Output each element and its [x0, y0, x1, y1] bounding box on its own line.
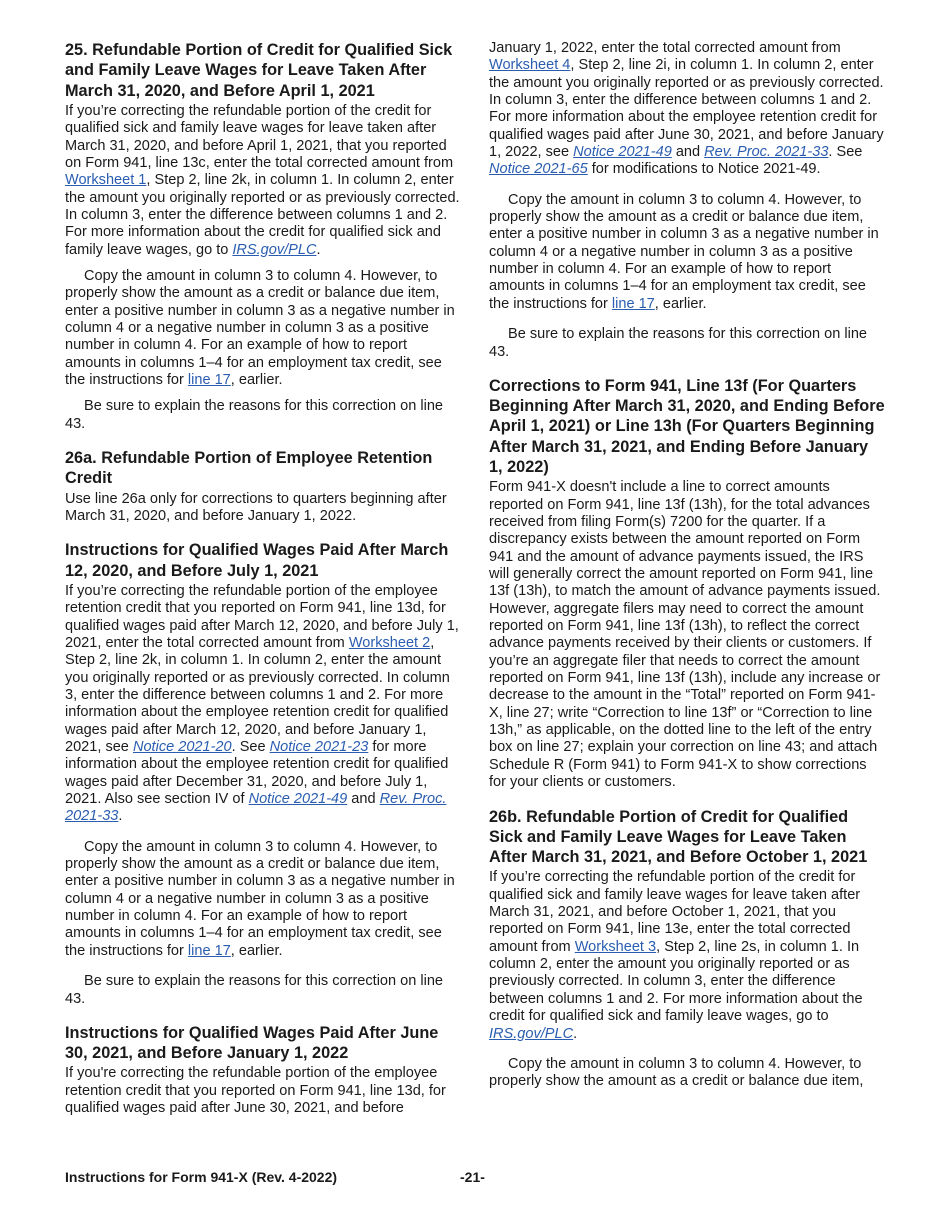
right-column	[489, 40, 885, 1091]
left-column	[65, 40, 461, 1117]
corrections-line-13f-heading: Corrections to Form 941, Line 13f (For Quarters Beginning After March 31, 2020, and Ending Before April 1, 2021) or Line 13h (For Quarters Beginning After March 31, 2021, and Ending Before January 1, 2022)	[489, 376, 885, 477]
section-26b-paragraph-2: Copy the amount in column 3 to column 4. However, to properly show the amount as a credit or balance due item,	[489, 1055, 864, 1090]
rev-proc-2021-33-link[interactable]: Rev. Proc. 2021-33	[704, 144, 829, 161]
footer-page-number: -21-	[460, 1169, 485, 1185]
notice-2021-23-link[interactable]: Notice 2021-23	[269, 739, 369, 756]
instructions-june-2021-heading: Instructions for Qualified Wages Paid After June 30, 2021, and Before January 1, 2022	[65, 1023, 439, 1063]
section-25-paragraph-3: Be sure to explain the reasons for this correction on line 43.	[65, 398, 444, 432]
instructions-june-2021-paragraph-1: If you're correcting the refundable portion of the employee retention credit that you reported on Form 941, line 13d, for qualified wages paid after June 30, 2021, and before	[65, 1065, 446, 1117]
line-17-link[interactable]: line 17	[187, 942, 231, 959]
instructions-march-2020-paragraph-2: Copy the amount in column 3 to column 4. However, to properly show the amount as a credit or balance due item, enter a positive number in column 3 as a negative number in column 4 or a negative number in column 3 as a positive number in column 4. For an example of how to report amounts in columns 1–4 for an employment tax credit, see the instructions for line 17, earlier.	[65, 838, 455, 959]
section-26a-heading: 26a. Refundable Portion of Employee Retention Credit	[65, 449, 433, 488]
instructions-march-2020-heading: Instructions for Qualified Wages Paid After March 12, 2020, and Before July 1, 2021	[65, 541, 449, 580]
section-25-heading: 25. Refundable Portion of Credit for Qualified Sick and Family Leave Wages for Leave Taken After March 31, 2020, and Before April 1, 2021	[65, 41, 453, 100]
section-25-paragraph-2: Copy the amount in column 3 to column 4. However, to properly show the amount as a credit or balance due item, enter a positive number in column 3 as a negative number in column 4 or a negative number in column 3 as a positive number in column 4. For an example of how to report amounts in columns 1–4 for an employment tax credit, see the instructions for line 17, earlier.	[65, 267, 455, 389]
section-25-paragraph-1: If you’re correcting the refundable portion of the credit for qualified sick and family leave wages for leave taken after March 31, 2020, and before April 1, 2021, that you reported on Form 941, line 13c, enter the total corrected amount from Worksheet 1, Step 2, line 2k, in column 1. In column 2, enter the amount you originally reported or as previously corrected. In column 3, enter the difference between columns 1 and 2. For more information about the credit for qualified sick and family leave wages, go to IRS.gov/PLC.	[65, 102, 460, 258]
section-26a-paragraph-1: Use line 26a only for corrections to quarters beginning after March 31, 2020, and before January 1, 2022.	[65, 490, 447, 525]
instructions-march-2020-paragraph-1: If you’re correcting the refundable portion of the employee retention credit that you reported on Form 941, line 13d, for qualified wages paid after March 12, 2020, and before July 1, 2021, enter the total corrected amount from Worksheet 2, Step 2, line 2k, in column 1. In column 2, enter the amount you originally reported or as previously corrected. In column 3, enter the difference between columns 1 and 2. For more information about the employee retention credit for qualified wages paid after March 12, 2020, and before January 1, 2021, see Notice 2021-20. See Notice 2021-23 for more information about the employee retention credit for qualified wages paid after December 31, 2020, and before July 1, 2021. Also see section IV of Notice 2021-49 and Rev. Proc. 2021-33.	[65, 582, 459, 825]
line-17-link[interactable]: line 17	[187, 372, 231, 389]
worksheet-1-link[interactable]: Worksheet 1	[65, 172, 147, 189]
notice-2021-65-link[interactable]: Notice 2021-65	[489, 161, 588, 178]
continued-paragraph-1: January 1, 2022, enter the total corrected amount from Worksheet 4, Step 2, line 2i, in column 1. In column 2, enter the amount you originally reported or as previously corrected. In column 3, enter the difference between columns 1 and 2. For more information about the employee retention credit for qualified wages paid after June 30, 2021, and before January 1, 2022, see Notice 2021-49 and Rev. Proc. 2021-33. See Notice 2021-65 for modifications to Notice 2021-49.	[489, 40, 884, 178]
worksheet-4-link[interactable]: Worksheet 4	[489, 57, 571, 74]
notice-2021-20-link[interactable]: Notice 2021-20	[132, 739, 232, 756]
continued-paragraph-2: Copy the amount in column 3 to column 4. However, to properly show the amount as a credit or balance due item, enter a positive number in column 3 as a negative number in column 4 or a negative number in column 3 as a positive number in column 4. For an example of how to report amounts in columns 1–4 for an employment tax credit, see the instructions for line 17, earlier.	[489, 191, 879, 312]
notice-2021-49-link[interactable]: Notice 2021-49	[573, 144, 672, 161]
irs-plc-link[interactable]: IRS.gov/PLC	[232, 241, 317, 258]
footer-form-title: Instructions for Form 941-X (Rev. 4-2022)	[65, 1169, 338, 1185]
worksheet-2-link[interactable]: Worksheet 2	[348, 634, 431, 651]
worksheet-3-link[interactable]: Worksheet 3	[574, 938, 657, 955]
line-17-link[interactable]: line 17	[611, 295, 655, 312]
irs-plc-link[interactable]: IRS.gov/PLC	[489, 1025, 574, 1042]
corrections-line-13f-paragraph-1: Form 941-X doesn't include a line to correct amounts reported on Form 941, line 13f (13h), for the total advances received from filing Form(s) 7200 for the quarter. If a discrepancy exists between the amount reported on Form 941 and the amount of advance payments issued, the IRS will generally correct the amount reported on Form 941, line 13f (13h), to match the amount of advance payments issued. However, aggregate filers may need to correct the amount reported on Form 941, line 13f (13h), to reflect the correct advance payments received by their clients or customers. If you’re an aggregate filer that needs to correct the amount reported on Form 941, line 13f (13h), include any increase or decrease to the amount in the “Total” reported on Form 941-X, line 27; write “Correction to line 13f” or “Correction to line 13h,” as applicable, on the dotted line to the left of the entry box on line 27; explain your correction on line 43; and attach Schedule R (Form 941) to Form 941-X to show corrections for your clients or customers.	[489, 479, 881, 791]
notice-2021-49-link[interactable]: Notice 2021-49	[248, 791, 348, 808]
section-26b-heading: 26b. Refundable Portion of Credit for Qualified Sick and Family Leave Wages for Leave Taken After March 31, 2021, and Before October 1, 2021	[489, 807, 868, 867]
section-26b-paragraph-1: If you’re correcting the refundable portion of the credit for qualified sick and family leave wages for leave taken after March 31, 2021, and before October 1, 2021, that you reported on Form 941, line 13e, enter the total corrected amount from Worksheet 3, Step 2, line 2s, in column 1. In column 2, enter the amount you originally reported or as previously corrected. In column 3, enter the difference between columns 1 and 2. For more information about the credit for qualified sick and family leave wages, go to IRS.gov/PLC.	[489, 869, 863, 1042]
continued-paragraph-3: Be sure to explain the reasons for this correction on line 43.	[489, 326, 868, 360]
rev-proc-2021-33-link[interactable]: Rev. Proc. 2021-33	[65, 791, 447, 825]
instructions-march-2020-paragraph-3: Be sure to explain the reasons for this correction on line 43.	[65, 973, 444, 1007]
